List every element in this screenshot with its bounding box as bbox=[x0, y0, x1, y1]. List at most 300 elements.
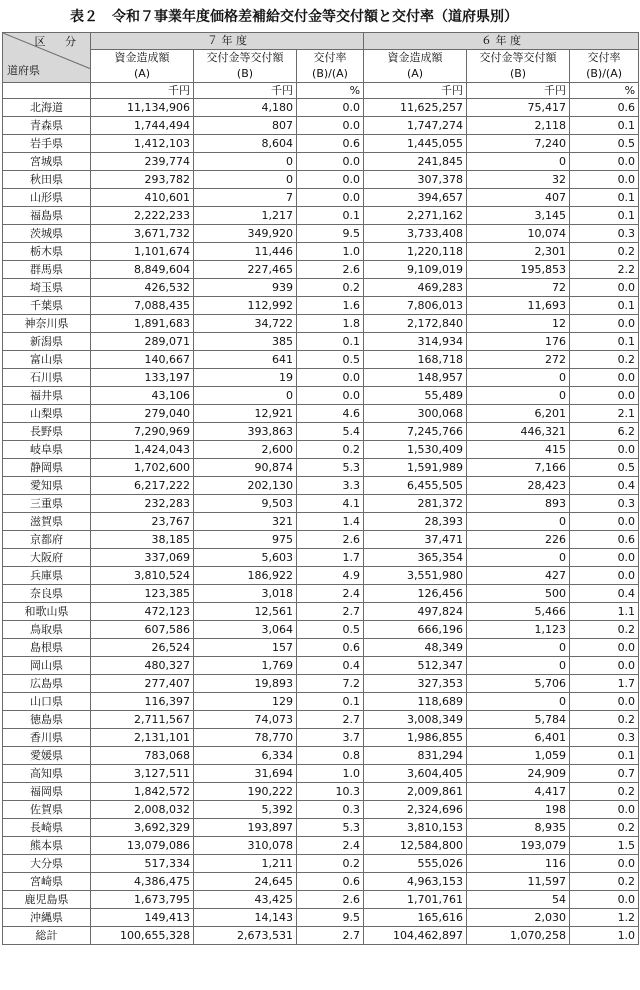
value-cell-a6: 365,354 bbox=[364, 549, 467, 567]
value-cell-r6: 0.0 bbox=[570, 153, 639, 171]
prefecture-cell: 岡山県 bbox=[3, 657, 91, 675]
value-cell-a7: 3,692,329 bbox=[91, 819, 194, 837]
value-cell-r7: 0.0 bbox=[297, 189, 364, 207]
value-cell-r6: 0.0 bbox=[570, 369, 639, 387]
table-row bbox=[3, 423, 639, 441]
value-cell-b7: 43,425 bbox=[194, 891, 297, 909]
table-row bbox=[3, 765, 639, 783]
value-cell-b6: 415 bbox=[467, 441, 570, 459]
table-row bbox=[3, 891, 639, 909]
prefecture-cell: 高知県 bbox=[3, 765, 91, 783]
value-cell-r6: 0.0 bbox=[570, 567, 639, 585]
value-cell-a6: 307,378 bbox=[364, 171, 467, 189]
table-row bbox=[3, 837, 639, 855]
value-cell-a6: 168,718 bbox=[364, 351, 467, 369]
value-cell-r7: 0.3 bbox=[297, 801, 364, 819]
value-cell-r7: 2.6 bbox=[297, 531, 364, 549]
table-title: 表２ 令和７事業年度価格差補給交付金等交付額と交付率（道府県別） bbox=[70, 9, 518, 25]
prefecture-cell: 福島県 bbox=[3, 207, 91, 225]
table-row bbox=[3, 621, 639, 639]
value-cell-a6: 394,657 bbox=[364, 189, 467, 207]
value-cell-r7: 1.8 bbox=[297, 315, 364, 333]
table-row bbox=[3, 477, 639, 495]
value-cell-b6: 72 bbox=[467, 279, 570, 297]
value-cell-a7: 337,069 bbox=[91, 549, 194, 567]
unit-cell: 千円 bbox=[467, 83, 570, 99]
value-cell-a6: 1,445,055 bbox=[364, 135, 467, 153]
unit-cell: % bbox=[570, 83, 639, 99]
value-cell-r7: 5.3 bbox=[297, 459, 364, 477]
value-cell-b7: 349,920 bbox=[194, 225, 297, 243]
value-cell-a6: 1,747,274 bbox=[364, 117, 467, 135]
value-cell-r7: 1.0 bbox=[297, 765, 364, 783]
value-cell-b7: 9,503 bbox=[194, 495, 297, 513]
value-cell-r7: 0.0 bbox=[297, 117, 364, 135]
value-cell-b6: 0 bbox=[467, 657, 570, 675]
value-cell-r6: 0.0 bbox=[570, 441, 639, 459]
value-cell-b7: 227,465 bbox=[194, 261, 297, 279]
value-cell-a7: 7,290,969 bbox=[91, 423, 194, 441]
value-cell-a7: 149,413 bbox=[91, 909, 194, 927]
value-cell-a7: 239,774 bbox=[91, 153, 194, 171]
value-cell-r7: 0.1 bbox=[297, 693, 364, 711]
value-cell-a6: 3,810,153 bbox=[364, 819, 467, 837]
value-cell-r6: 0.2 bbox=[570, 783, 639, 801]
year6-header: ６ 年 度 bbox=[364, 33, 639, 50]
value-cell-a6: 55,489 bbox=[364, 387, 467, 405]
value-cell-a6: 241,845 bbox=[364, 153, 467, 171]
value-cell-b6: 28,423 bbox=[467, 477, 570, 495]
table-row bbox=[3, 657, 639, 675]
value-cell-r7: 4.6 bbox=[297, 405, 364, 423]
table-row bbox=[3, 549, 639, 567]
value-cell-b6: 0 bbox=[467, 549, 570, 567]
value-cell-a7: 607,586 bbox=[91, 621, 194, 639]
value-cell-b7: 74,073 bbox=[194, 711, 297, 729]
table-row bbox=[3, 441, 639, 459]
prefecture-cell: 青森県 bbox=[3, 117, 91, 135]
value-cell-r7: 1.0 bbox=[297, 243, 364, 261]
value-cell-a7: 1,842,572 bbox=[91, 783, 194, 801]
value-cell-r7: 1.7 bbox=[297, 549, 364, 567]
value-cell-b7: 90,874 bbox=[194, 459, 297, 477]
table-row bbox=[3, 207, 639, 225]
value-cell-a7: 11,134,906 bbox=[91, 99, 194, 117]
subsidy-table bbox=[2, 32, 639, 945]
value-cell-b6: 176 bbox=[467, 333, 570, 351]
value-cell-r6: 0.3 bbox=[570, 729, 639, 747]
table-row bbox=[3, 405, 639, 423]
value-cell-a6: 11,625,257 bbox=[364, 99, 467, 117]
value-cell-a6: 12,584,800 bbox=[364, 837, 467, 855]
value-cell-r6: 0.1 bbox=[570, 747, 639, 765]
value-cell-b7: 19,893 bbox=[194, 675, 297, 693]
value-cell-b6: 198 bbox=[467, 801, 570, 819]
value-cell-a7: 783,068 bbox=[91, 747, 194, 765]
table-row bbox=[3, 729, 639, 747]
value-cell-a7: 410,601 bbox=[91, 189, 194, 207]
table-row bbox=[3, 585, 639, 603]
value-cell-r6: 0.0 bbox=[570, 549, 639, 567]
table-row bbox=[3, 783, 639, 801]
value-cell-r6: 0.4 bbox=[570, 477, 639, 495]
prefecture-cell: 福岡県 bbox=[3, 783, 91, 801]
prefecture-cell: 長野県 bbox=[3, 423, 91, 441]
prefecture-cell: 愛知県 bbox=[3, 477, 91, 495]
value-cell-r7: 2.6 bbox=[297, 891, 364, 909]
value-cell-b6: 7,240 bbox=[467, 135, 570, 153]
value-cell-a6: 1,530,409 bbox=[364, 441, 467, 459]
total-cell-a7: 100,655,328 bbox=[91, 927, 194, 945]
prefecture-cell: 鳥取県 bbox=[3, 621, 91, 639]
table-row bbox=[3, 513, 639, 531]
value-cell-a6: 126,456 bbox=[364, 585, 467, 603]
value-cell-b7: 193,897 bbox=[194, 819, 297, 837]
value-cell-r6: 0.1 bbox=[570, 207, 639, 225]
prefecture-cell: 岐阜県 bbox=[3, 441, 91, 459]
value-cell-a6: 497,824 bbox=[364, 603, 467, 621]
prefecture-cell: 広島県 bbox=[3, 675, 91, 693]
table-row bbox=[3, 711, 639, 729]
table-row bbox=[3, 315, 639, 333]
table-row bbox=[3, 747, 639, 765]
value-cell-b7: 129 bbox=[194, 693, 297, 711]
value-cell-b6: 2,301 bbox=[467, 243, 570, 261]
table-row bbox=[3, 459, 639, 477]
value-cell-a6: 37,471 bbox=[364, 531, 467, 549]
header-row-columns bbox=[3, 50, 639, 83]
value-cell-a6: 314,934 bbox=[364, 333, 467, 351]
total-row bbox=[3, 927, 639, 945]
value-cell-b7: 31,694 bbox=[194, 765, 297, 783]
value-cell-a6: 7,245,766 bbox=[364, 423, 467, 441]
value-cell-r6: 0.2 bbox=[570, 621, 639, 639]
value-cell-r6: 0.2 bbox=[570, 351, 639, 369]
prefecture-cell: 北海道 bbox=[3, 99, 91, 117]
value-cell-r7: 5.3 bbox=[297, 819, 364, 837]
table-row bbox=[3, 261, 639, 279]
value-cell-a6: 281,372 bbox=[364, 495, 467, 513]
value-cell-b6: 8,935 bbox=[467, 819, 570, 837]
table-row bbox=[3, 99, 639, 117]
value-cell-b7: 12,921 bbox=[194, 405, 297, 423]
value-cell-b6: 427 bbox=[467, 567, 570, 585]
value-cell-b7: 0 bbox=[194, 387, 297, 405]
unit-cell: 千円 bbox=[364, 83, 467, 99]
prefecture-cell: 岩手県 bbox=[3, 135, 91, 153]
value-cell-b7: 5,392 bbox=[194, 801, 297, 819]
value-cell-r6: 0.0 bbox=[570, 639, 639, 657]
unit-cell: 千円 bbox=[194, 83, 297, 99]
value-cell-r7: 4.9 bbox=[297, 567, 364, 585]
prefecture-cell: 山梨県 bbox=[3, 405, 91, 423]
value-cell-r7: 0.6 bbox=[297, 873, 364, 891]
value-cell-r6: 1.5 bbox=[570, 837, 639, 855]
table-row bbox=[3, 297, 639, 315]
value-cell-a6: 1,986,855 bbox=[364, 729, 467, 747]
value-cell-b6: 32 bbox=[467, 171, 570, 189]
value-cell-b7: 807 bbox=[194, 117, 297, 135]
value-cell-b6: 193,079 bbox=[467, 837, 570, 855]
value-cell-r7: 0.0 bbox=[297, 387, 364, 405]
value-cell-r7: 0.5 bbox=[297, 621, 364, 639]
year7-header: ７ 年 度 bbox=[91, 33, 364, 50]
value-cell-b7: 11,446 bbox=[194, 243, 297, 261]
value-cell-a7: 1,744,494 bbox=[91, 117, 194, 135]
value-cell-a6: 1,591,989 bbox=[364, 459, 467, 477]
value-cell-b7: 385 bbox=[194, 333, 297, 351]
value-cell-a7: 1,673,795 bbox=[91, 891, 194, 909]
unit-cell: % bbox=[297, 83, 364, 99]
value-cell-r7: 9.5 bbox=[297, 225, 364, 243]
value-cell-b7: 157 bbox=[194, 639, 297, 657]
value-cell-b7: 202,130 bbox=[194, 477, 297, 495]
value-cell-a7: 293,782 bbox=[91, 171, 194, 189]
col-header-r7: 交付率 (B)/(A) bbox=[297, 50, 364, 83]
value-cell-r6: 0.6 bbox=[570, 99, 639, 117]
prefecture-cell: 長崎県 bbox=[3, 819, 91, 837]
category-label: 区 分 bbox=[34, 35, 84, 48]
prefecture-cell: 静岡県 bbox=[3, 459, 91, 477]
col-header-b6: 交付金等交付額 (B) bbox=[467, 50, 570, 83]
value-cell-r7: 0.2 bbox=[297, 441, 364, 459]
value-cell-a6: 148,957 bbox=[364, 369, 467, 387]
value-cell-r7: 0.2 bbox=[297, 279, 364, 297]
table-row bbox=[3, 567, 639, 585]
prefecture-cell: 茨城県 bbox=[3, 225, 91, 243]
table-row bbox=[3, 603, 639, 621]
value-cell-b6: 0 bbox=[467, 387, 570, 405]
value-cell-a7: 2,008,032 bbox=[91, 801, 194, 819]
value-cell-a7: 140,667 bbox=[91, 351, 194, 369]
value-cell-r6: 0.6 bbox=[570, 531, 639, 549]
table-row bbox=[3, 495, 639, 513]
value-cell-r6: 1.1 bbox=[570, 603, 639, 621]
unit-row bbox=[3, 83, 639, 99]
total-cell-r6: 1.0 bbox=[570, 927, 639, 945]
value-cell-b6: 54 bbox=[467, 891, 570, 909]
value-cell-r7: 0.0 bbox=[297, 171, 364, 189]
prefecture-cell: 大阪府 bbox=[3, 549, 91, 567]
value-cell-r6: 0.2 bbox=[570, 711, 639, 729]
corner-header-cell bbox=[3, 33, 91, 83]
prefecture-cell: 兵庫県 bbox=[3, 567, 91, 585]
prefecture-cell: 徳島県 bbox=[3, 711, 91, 729]
prefecture-cell: 京都府 bbox=[3, 531, 91, 549]
prefecture-cell: 宮城県 bbox=[3, 153, 91, 171]
value-cell-r6: 0.0 bbox=[570, 387, 639, 405]
value-cell-b7: 641 bbox=[194, 351, 297, 369]
prefecture-cell: 千葉県 bbox=[3, 297, 91, 315]
table-row bbox=[3, 117, 639, 135]
value-cell-b7: 112,992 bbox=[194, 297, 297, 315]
value-cell-b6: 5,466 bbox=[467, 603, 570, 621]
value-cell-b6: 0 bbox=[467, 513, 570, 531]
value-cell-b6: 3,145 bbox=[467, 207, 570, 225]
value-cell-a6: 666,196 bbox=[364, 621, 467, 639]
value-cell-r7: 10.3 bbox=[297, 783, 364, 801]
value-cell-r6: 0.0 bbox=[570, 315, 639, 333]
value-cell-b6: 2,118 bbox=[467, 117, 570, 135]
value-cell-r6: 0.2 bbox=[570, 243, 639, 261]
value-cell-b7: 310,078 bbox=[194, 837, 297, 855]
value-cell-a6: 327,353 bbox=[364, 675, 467, 693]
prefecture-cell: 山形県 bbox=[3, 189, 91, 207]
value-cell-r6: 0.0 bbox=[570, 891, 639, 909]
value-cell-a6: 469,283 bbox=[364, 279, 467, 297]
value-cell-a6: 2,271,162 bbox=[364, 207, 467, 225]
value-cell-r7: 0.2 bbox=[297, 855, 364, 873]
prefecture-cell: 神奈川県 bbox=[3, 315, 91, 333]
value-cell-r6: 0.3 bbox=[570, 225, 639, 243]
value-cell-b6: 10,074 bbox=[467, 225, 570, 243]
value-cell-a7: 26,524 bbox=[91, 639, 194, 657]
value-cell-a6: 3,008,349 bbox=[364, 711, 467, 729]
value-cell-r7: 0.0 bbox=[297, 153, 364, 171]
value-cell-r6: 0.0 bbox=[570, 693, 639, 711]
value-cell-a7: 13,079,086 bbox=[91, 837, 194, 855]
prefecture-cell: 愛媛県 bbox=[3, 747, 91, 765]
value-cell-r6: 0.0 bbox=[570, 171, 639, 189]
prefecture-cell: 群馬県 bbox=[3, 261, 91, 279]
value-cell-a7: 1,424,043 bbox=[91, 441, 194, 459]
value-cell-r6: 0.1 bbox=[570, 189, 639, 207]
value-cell-a6: 2,172,840 bbox=[364, 315, 467, 333]
value-cell-a7: 1,891,683 bbox=[91, 315, 194, 333]
unit-cell: 千円 bbox=[91, 83, 194, 99]
prefecture-cell: 香川県 bbox=[3, 729, 91, 747]
prefecture-cell: 三重県 bbox=[3, 495, 91, 513]
value-cell-a7: 38,185 bbox=[91, 531, 194, 549]
table-row bbox=[3, 531, 639, 549]
value-cell-b7: 0 bbox=[194, 153, 297, 171]
value-cell-b6: 5,706 bbox=[467, 675, 570, 693]
prefecture-cell: 滋賀県 bbox=[3, 513, 91, 531]
value-cell-b7: 7 bbox=[194, 189, 297, 207]
value-cell-r6: 2.1 bbox=[570, 405, 639, 423]
value-cell-r7: 0.6 bbox=[297, 135, 364, 153]
total-cell-a6: 104,462,897 bbox=[364, 927, 467, 945]
prefecture-cell: 大分県 bbox=[3, 855, 91, 873]
table-row bbox=[3, 909, 639, 927]
value-cell-a7: 517,334 bbox=[91, 855, 194, 873]
value-cell-b7: 2,600 bbox=[194, 441, 297, 459]
value-cell-b7: 8,604 bbox=[194, 135, 297, 153]
col-header-a7: 資金造成額 (A) bbox=[91, 50, 194, 83]
value-cell-b7: 34,722 bbox=[194, 315, 297, 333]
prefecture-cell: 栃木県 bbox=[3, 243, 91, 261]
value-cell-a6: 165,616 bbox=[364, 909, 467, 927]
value-cell-r6: 1.7 bbox=[570, 675, 639, 693]
value-cell-b7: 12,561 bbox=[194, 603, 297, 621]
value-cell-a6: 3,604,405 bbox=[364, 765, 467, 783]
value-cell-a7: 232,283 bbox=[91, 495, 194, 513]
value-cell-a6: 9,109,019 bbox=[364, 261, 467, 279]
value-cell-b6: 2,030 bbox=[467, 909, 570, 927]
col-header-b7: 交付金等交付額 (B) bbox=[194, 50, 297, 83]
value-cell-a7: 3,127,511 bbox=[91, 765, 194, 783]
header-row-years bbox=[3, 33, 639, 50]
total-cell-b7: 2,673,531 bbox=[194, 927, 297, 945]
table-row bbox=[3, 801, 639, 819]
unit-cell-blank bbox=[3, 83, 91, 99]
value-cell-a7: 116,397 bbox=[91, 693, 194, 711]
value-cell-r7: 1.4 bbox=[297, 513, 364, 531]
total-cell-b6: 1,070,258 bbox=[467, 927, 570, 945]
value-cell-b7: 5,603 bbox=[194, 549, 297, 567]
value-cell-a7: 289,071 bbox=[91, 333, 194, 351]
value-cell-b6: 116 bbox=[467, 855, 570, 873]
prefecture-cell: 富山県 bbox=[3, 351, 91, 369]
value-cell-a7: 8,849,604 bbox=[91, 261, 194, 279]
table-row bbox=[3, 855, 639, 873]
value-cell-b6: 6,401 bbox=[467, 729, 570, 747]
value-cell-b6: 75,417 bbox=[467, 99, 570, 117]
value-cell-a7: 23,767 bbox=[91, 513, 194, 531]
value-cell-r7: 2.7 bbox=[297, 603, 364, 621]
value-cell-r6: 0.5 bbox=[570, 135, 639, 153]
value-cell-a7: 133,197 bbox=[91, 369, 194, 387]
value-cell-a6: 7,806,013 bbox=[364, 297, 467, 315]
prefecture-cell: 埼玉県 bbox=[3, 279, 91, 297]
value-cell-r7: 0.8 bbox=[297, 747, 364, 765]
value-cell-b6: 0 bbox=[467, 369, 570, 387]
value-cell-b7: 190,222 bbox=[194, 783, 297, 801]
value-cell-b6: 4,417 bbox=[467, 783, 570, 801]
table-row bbox=[3, 243, 639, 261]
value-cell-r6: 0.1 bbox=[570, 297, 639, 315]
value-cell-r6: 0.0 bbox=[570, 801, 639, 819]
value-cell-b6: 500 bbox=[467, 585, 570, 603]
value-cell-b7: 393,863 bbox=[194, 423, 297, 441]
value-cell-a7: 1,412,103 bbox=[91, 135, 194, 153]
value-cell-b6: 0 bbox=[467, 693, 570, 711]
value-cell-a7: 1,702,600 bbox=[91, 459, 194, 477]
value-cell-b7: 4,180 bbox=[194, 99, 297, 117]
table-row bbox=[3, 333, 639, 351]
total-label-cell: 総計 bbox=[3, 927, 91, 945]
value-cell-a6: 2,324,696 bbox=[364, 801, 467, 819]
value-cell-r6: 0.0 bbox=[570, 279, 639, 297]
prefecture-cell: 和歌山県 bbox=[3, 603, 91, 621]
value-cell-a7: 279,040 bbox=[91, 405, 194, 423]
table-row bbox=[3, 639, 639, 657]
value-cell-b7: 321 bbox=[194, 513, 297, 531]
value-cell-b7: 1,211 bbox=[194, 855, 297, 873]
value-cell-a7: 6,217,222 bbox=[91, 477, 194, 495]
value-cell-b6: 1,123 bbox=[467, 621, 570, 639]
table-row bbox=[3, 225, 639, 243]
value-cell-r7: 0.6 bbox=[297, 639, 364, 657]
value-cell-r7: 2.4 bbox=[297, 837, 364, 855]
value-cell-r7: 3.7 bbox=[297, 729, 364, 747]
value-cell-a6: 300,068 bbox=[364, 405, 467, 423]
value-cell-a6: 512,347 bbox=[364, 657, 467, 675]
prefecture-cell: 福井県 bbox=[3, 387, 91, 405]
value-cell-r7: 0.1 bbox=[297, 207, 364, 225]
value-cell-b6: 24,909 bbox=[467, 765, 570, 783]
value-cell-r6: 0.0 bbox=[570, 513, 639, 531]
value-cell-a7: 3,810,524 bbox=[91, 567, 194, 585]
value-cell-r6: 6.2 bbox=[570, 423, 639, 441]
value-cell-r6: 0.2 bbox=[570, 873, 639, 891]
value-cell-a7: 277,407 bbox=[91, 675, 194, 693]
prefecture-cell: 鹿児島県 bbox=[3, 891, 91, 909]
value-cell-r7: 7.2 bbox=[297, 675, 364, 693]
value-cell-a7: 472,123 bbox=[91, 603, 194, 621]
value-cell-r7: 5.4 bbox=[297, 423, 364, 441]
value-cell-r6: 0.0 bbox=[570, 855, 639, 873]
